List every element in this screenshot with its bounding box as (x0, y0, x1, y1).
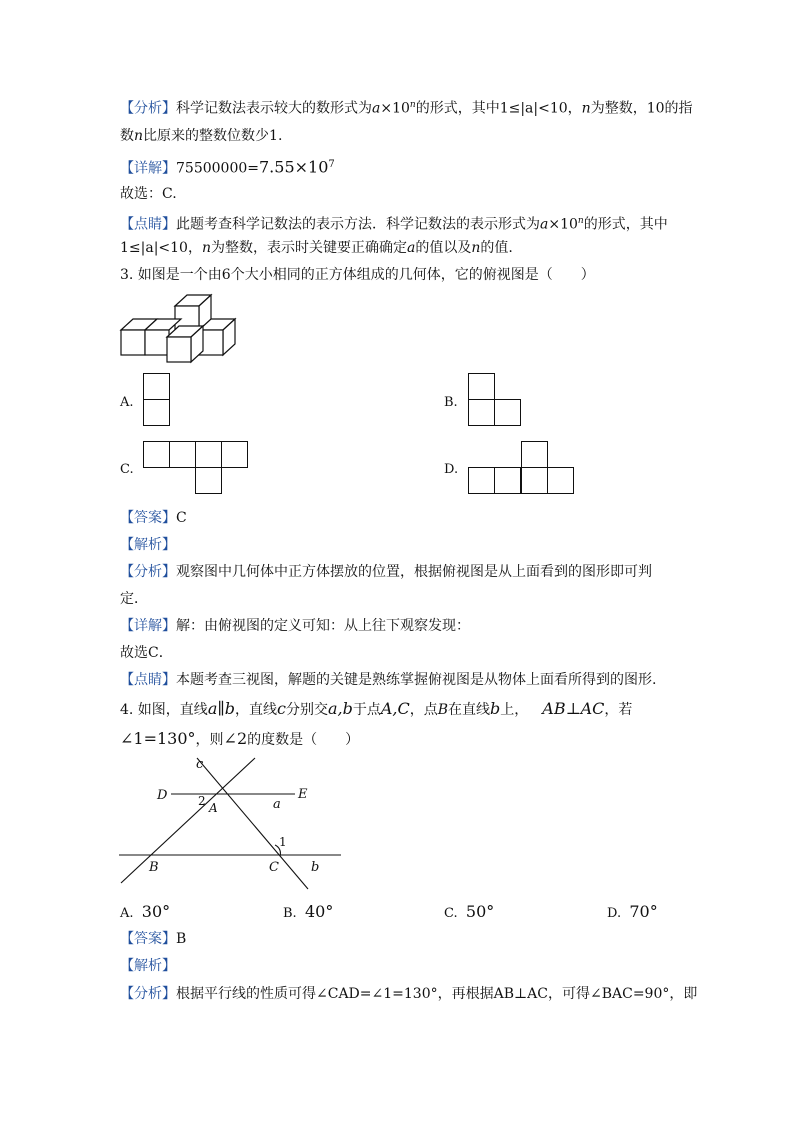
q2-analysis-line-1: 【分析】科学记数法表示较大的数形式为$a\times 10^n$的形式，其中1≤|a|<10，n为整数，10的指 (120, 100, 693, 117)
q3-option-a-label[interactable]: A. (120, 395, 134, 410)
label-angle-1: 1 (279, 835, 287, 849)
q4-option-a[interactable]: A. 30° (120, 902, 171, 921)
label-a: a (273, 797, 281, 812)
q4-option-c[interactable]: C. 50° (444, 902, 495, 921)
grid-cell (494, 467, 521, 494)
grid-cell (169, 441, 196, 468)
grid-cell (521, 441, 548, 468)
q3-analysis-line-2: 定． (120, 591, 148, 607)
grid-cell (468, 399, 495, 426)
q2-choose: 故选：C. (120, 186, 177, 202)
q4-analysis: 【分析】根据平行线的性质可得∠CAD=∠1=130°，再根据AB⊥AC，可得∠BAC=90°，即 (120, 986, 698, 1002)
grid-cell (143, 373, 170, 400)
q4-parallel-lines-figure (115, 755, 345, 890)
q3-explain-tag: 【解析】 (120, 537, 176, 553)
grid-cell (143, 441, 170, 468)
grid-cell (547, 467, 574, 494)
label-b: b (311, 860, 320, 875)
q4-option-b[interactable]: B. 40° (283, 902, 334, 921)
label-D: D (157, 788, 168, 803)
q3-point: 【点睛】本题考查三视图，解题的关键是熟练掌握俯视图是从物体上面看所得到的图形. (120, 672, 657, 688)
grid-cell (195, 441, 222, 468)
q4-explain-tag: 【解析】 (120, 958, 176, 974)
q4-stem-line-1: 4. 如图，直线a∥b，直线c分别交a,b于点A,C，点B在直线b上， AB⊥AC，若 (120, 699, 633, 718)
q2-detail: 【详解】$75500000=7.55\times 10^7$ (120, 157, 335, 177)
grid-cell (143, 399, 170, 426)
label-angle-2: 2 (198, 794, 206, 808)
label-B: B (149, 860, 159, 875)
label-E: E (298, 787, 308, 802)
label-C: C (269, 860, 279, 875)
q3-solid-figure (118, 292, 244, 364)
q2-analysis-line-2: 数n比原来的整数位数少1. (120, 128, 283, 144)
q3-choose: 故选C． (120, 645, 173, 661)
q2-point-line-2: 1≤|a|<10，n为整数，表示时关键要正确确定a的值以及n的值. (120, 240, 513, 256)
grid-cell (221, 441, 248, 468)
q2-point-line-1: 【点睛】此题考查科学记数法的表示方法．科学记数法的表示形式为$a\times 10^n$的形式，其中 (120, 216, 668, 233)
q3-analysis-line-1: 【分析】观察图中几何体中正方体摆放的位置，根据俯视图是从上面看到的图形即可判 (120, 564, 652, 580)
grid-cell (195, 467, 222, 494)
q4-option-d[interactable]: D. 70° (607, 902, 658, 921)
line-c (197, 758, 308, 889)
q3-answer: 【答案】C (120, 510, 187, 526)
grid-cell (521, 467, 548, 494)
label-c: c (196, 757, 204, 772)
q3-option-c-label[interactable]: C. (120, 462, 134, 477)
q4-answer: 【答案】B (120, 931, 187, 947)
label-A: A (209, 801, 218, 815)
q4-stem-line-2: ∠1=130°，则∠2的度数是（ ） (120, 729, 360, 748)
grid-cell (468, 467, 495, 494)
q3-option-b-label[interactable]: B. (444, 395, 458, 410)
grid-cell (494, 399, 521, 426)
q3-detail: 【详解】解：由俯视图的定义可知：从上往下观察发现： (120, 618, 470, 634)
q3-option-d-label[interactable]: D. (444, 462, 459, 477)
q3-stem: 3. 如图是一个由6个大小相同的正方体组成的几何体，它的俯视图是（ ） (120, 267, 595, 283)
line-ab-through-B (121, 758, 255, 883)
grid-cell (468, 373, 495, 400)
